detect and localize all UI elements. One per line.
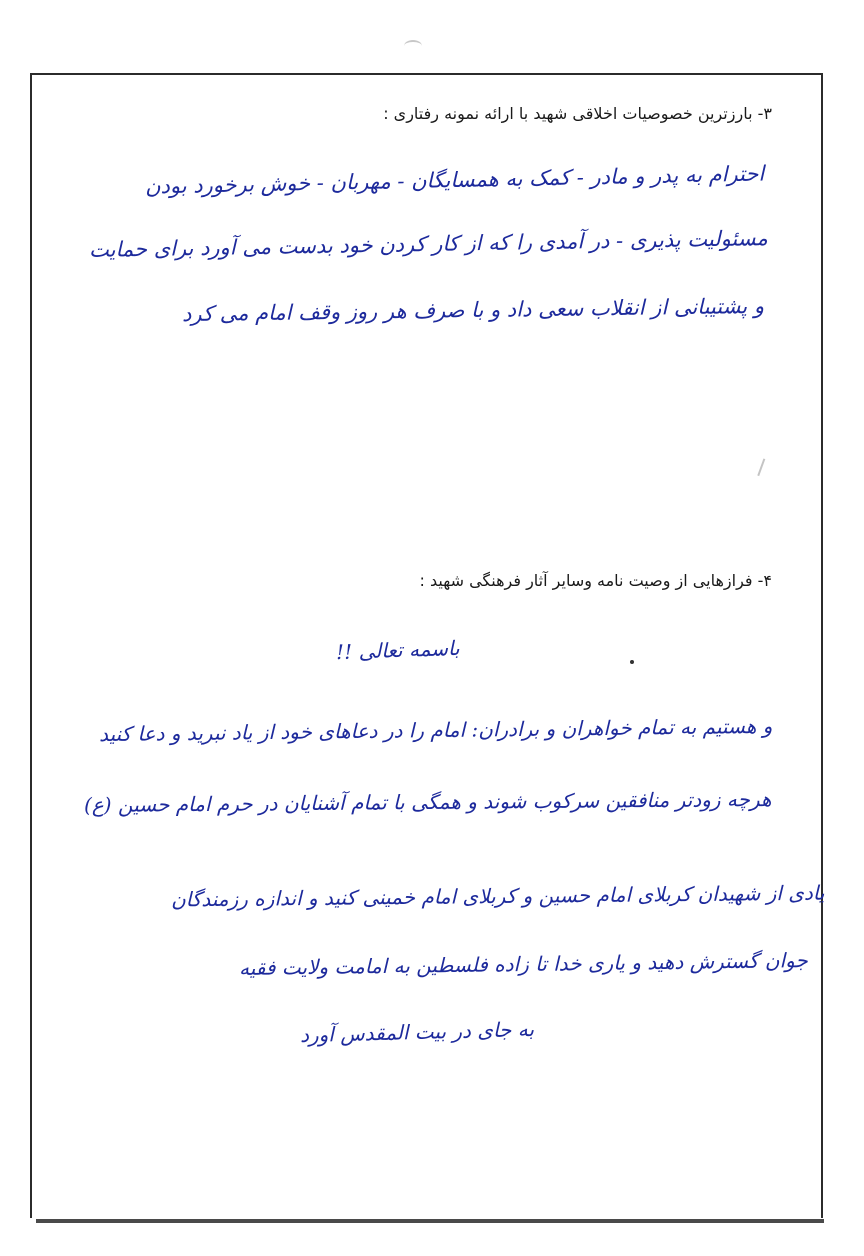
frame-bottom-rule bbox=[36, 1219, 824, 1223]
answer-3-line: و پشتیبانی از انقلاب سعی داد و با صرف هر روز وقف امام می کرد bbox=[181, 293, 765, 327]
ink-dot bbox=[630, 660, 634, 664]
will-line: یادی از شهیدان کربلای امام حسین و کربلای امام خمینی کنید و اندازه رزمندگان bbox=[170, 880, 825, 912]
will-line: هرچه زودتر منافقین سرکوب شوند و همگی با تمام آشنایان در حرم امام حسین (ع) bbox=[84, 787, 773, 817]
question-3-heading: ۳- بارزترین خصوصیات اخلاقی شهید با ارائه نمونه رفتاری : bbox=[383, 104, 772, 123]
answer-3-line: مسئولیت پذیری - در آمدی را که از کار کردن خود بدست می آورد برای حمایت bbox=[89, 226, 769, 262]
will-opening: باسمه تعالی !! bbox=[336, 635, 461, 665]
will-line: و هستیم به تمام خواهران و برادران: امام را در دعاهای خود از یاد نبرید و دعا کنید bbox=[98, 713, 773, 747]
scan-artifact bbox=[404, 40, 422, 52]
answer-3-line: احترام به پدر و مادر - کمک به همسایگان - مهربان - خوش برخورد بودن bbox=[144, 161, 765, 199]
question-4-heading: ۴- فرازهایی از وصیت نامه وسایر آثار فرهنگی شهید : bbox=[419, 571, 772, 590]
will-line: جوان گسترش دهید و یاری خدا تا زاده فلسطین به امامت ولایت فقیه bbox=[239, 948, 809, 980]
will-line: به جای در بیت المقدس آورد bbox=[299, 1016, 535, 1048]
